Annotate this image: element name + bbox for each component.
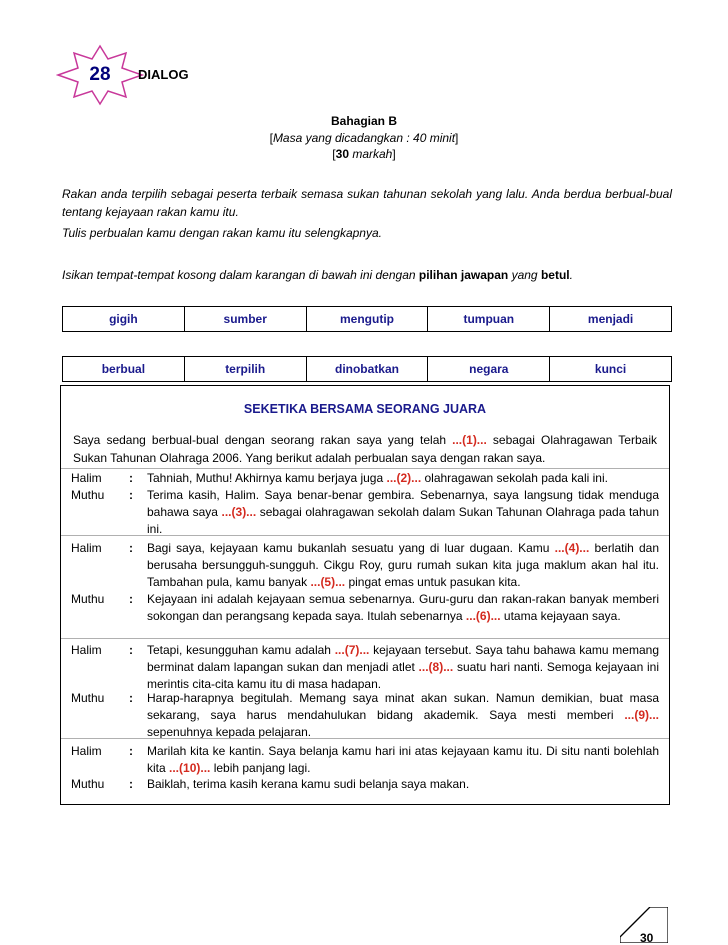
blank-9: ...(9)... bbox=[624, 708, 659, 722]
speaker: Halim bbox=[71, 541, 102, 555]
blank-7: ...(7)... bbox=[334, 643, 370, 657]
speaker: Halim bbox=[71, 744, 102, 758]
dialog-box: SEKETIKA BERSAMA SEORANG JUARA Saya sedang berbual-bual dengan seorang rakan saya yang telah ...(1)... sebagai Olahragawan Terbaik Sukan Tahunan Olahraga 2006. Yang berikut adalah perbualan saya dengan rakan saya. Halim : Tahniah, Muthu! Akhirnya kamu berjaya juga ...(2)... olahragawan sekolah pada kali ini. Muthu : Terima kasih, Halim. Saya benar-benar gembira. Sebenarnya, saya langsung tidak menduga bahawa saya ...(3)... sebagai olahragawan sekolah dalam Sukan Tahunan Olahraga pada tahun ini. Halim : Bagi saya, kejayaan kamu bukanlah sesuatu yang di luar dugaan. Kamu ...(4)... berlatih dan berusaha bersungguh-sungguh. Cikgu Roy, guru rumah sukan kita juga maklum akan hal itu. Tambahan pula, kamu banyak ...(5)... pingat emas untuk pasukan kita. Muthu : Kejayaan ini adalah kejayaan semua sebenarnya. Guru-guru dan rakan-rakan banyak memberi sokongan dan perangsang kepada saya. Itulah sebenarnya ...(6)... utama kejayaan saya. Halim : Tetapi, kesungguhan kamu adalah ...(7)... kejayaan tersebut. Saya tahu bahawa kamu memang berminat dalam lapangan sukan dan menjadi atlet ...(8)... suatu hari nanti. Semoga kejayaan ini merintis cita-cita kamu itu di masa hadapan. Muthu : Harap-harapnya begitulah. Memang saya minat akan sukan. Namun demikian, buat masa sekarang, saya harus mendahulukan bidang akademik. Saya mesti memberi ...(9)... sepenuhnya kepada pelajaran. Halim : Marilah kita ke kantin. Saya belanja kamu hari ini atas kejayaan kamu itu. Di situ nanti bolehlah kita ...(10)... lebih panjang lagi. Muthu : Baiklah, terima kasih kerana kamu sudi belanja saya makan. bbox=[60, 385, 670, 805]
line-text: Terima kasih, Halim. Saya benar-benar gembira. Sebenarnya, saya langsung tidak menduga bahawa saya ...(3)... sebagai olahragawan sekolah dalam Sukan Tahunan Olahraga pada tahun ini. bbox=[147, 488, 659, 536]
row-divider bbox=[61, 535, 669, 536]
speaker: Muthu bbox=[71, 691, 105, 705]
word-bank-row bbox=[63, 307, 672, 332]
part-title: Bahagian B bbox=[330, 114, 397, 128]
word-option: mengutip bbox=[306, 307, 428, 332]
speaker: Muthu bbox=[71, 592, 105, 606]
blank-2: ...(2)... bbox=[386, 471, 422, 485]
blank-3: ...(3)... bbox=[221, 505, 257, 519]
row-divider bbox=[61, 738, 669, 739]
line-text: Baiklah, terima kasih kerana kamu sudi belanja saya makan. bbox=[147, 777, 470, 791]
instruction-task: Tulis perbualan kamu dengan rakan kamu itu selengkapnya. bbox=[62, 226, 382, 240]
word-option: tumpuan bbox=[428, 307, 550, 332]
chapter-badge bbox=[56, 44, 144, 106]
word-option: negara bbox=[428, 357, 550, 382]
blank-5: ...(5)... bbox=[310, 575, 346, 589]
line-text: Tetapi, kesungguhan kamu adalah ...(7)... kejayaan tersebut. Saya tahu bahawa kamu memang berminat dalam lapangan sukan dan menjadi atlet ...(8)... suatu hari nanti. Semoga kejayaan ini merintis cita-cita kamu itu di masa hadapan. bbox=[147, 643, 659, 691]
dialog-title: SEKETIKA BERSAMA SEORANG JUARA bbox=[243, 402, 487, 416]
page-number: 30 bbox=[640, 931, 654, 945]
word-option: dinobatkan bbox=[306, 357, 428, 382]
word-option: terpilih bbox=[184, 357, 306, 382]
blank-1: ...(1)... bbox=[452, 433, 487, 447]
row-divider bbox=[61, 638, 669, 639]
word-option: menjadi bbox=[550, 307, 672, 332]
row-divider bbox=[61, 468, 669, 469]
speaker: Muthu bbox=[71, 777, 105, 791]
word-option: sumber bbox=[184, 307, 306, 332]
line-text: Bagi saya, kejayaan kamu bukanlah sesuatu yang di luar dugaan. Kamu ...(4)... berlatih dan berusaha bersungguh-sungguh. Cikgu Roy, guru rumah sukan kita juga maklum akan hal itu. Tambahan pula, kamu banyak ...(5)... pingat emas untuk pasukan kita. bbox=[147, 541, 660, 589]
word-bank bbox=[62, 306, 672, 382]
dialog-intro: Saya sedang berbual-bual dengan seorang rakan saya yang telah ...(1)... sebagai Olahragawan Terbaik Sukan Tahunan Olahraga 2006. Yang berikut adalah perbualan saya dengan rakan saya. bbox=[73, 433, 657, 465]
blank-8: ...(8)... bbox=[418, 660, 454, 674]
word-option: gigih bbox=[63, 307, 185, 332]
blank-10: ...(10)... bbox=[169, 761, 211, 775]
word-option: kunci bbox=[550, 357, 672, 382]
section-title: DIALOG bbox=[138, 67, 189, 82]
blank-4: ...(4)... bbox=[554, 541, 590, 555]
speaker: Halim bbox=[71, 643, 102, 657]
line-text: Tahniah, Muthu! Akhirnya kamu berjaya juga ...(2)... olahragawan sekolah pada kali ini. bbox=[147, 471, 608, 485]
instruction-fill: Isikan tempat-tempat kosong dalam karangan di bawah ini dengan pilihan jawapan yang betul. bbox=[62, 268, 573, 282]
word-bank-row bbox=[63, 357, 672, 382]
line-text: Marilah kita ke kantin. Saya belanja kamu hari ini atas kejayaan kamu itu. Di situ nanti bolehlah kita ...(10)... lebih panjang lagi. bbox=[147, 744, 659, 775]
time-suggestion: [Masa yang dicadangkan : 40 minit] bbox=[269, 131, 459, 145]
instruction-scenario: Rakan anda terpilih sebagai peserta terbaik semasa sukan tahunan sekolah yang lalu. Anda berdua berbual-bual tentang kejayaan rakan kamu itu. bbox=[62, 187, 672, 219]
line-text: Harap-harapnya begitulah. Memang saya minat akan sukan. Namun demikian, buat masa sekarang, saya harus mendahulukan bidang akademik. Saya mesti memberi ...(9)... sepenuhnya kepada pelajaran. bbox=[147, 691, 659, 739]
chapter-number: 28 bbox=[89, 64, 111, 85]
speaker: Halim bbox=[71, 471, 102, 485]
speaker: Muthu bbox=[71, 488, 105, 502]
marks: [30 markah] bbox=[332, 147, 396, 161]
page-number-corner bbox=[620, 907, 668, 943]
blank-6: ...(6)... bbox=[465, 609, 501, 623]
word-option: berbual bbox=[63, 357, 185, 382]
line-text: Kejayaan ini adalah kejayaan semua sebenarnya. Guru-guru dan rakan-rakan banyak memberi sokongan dan perangsang kepada saya. Itulah sebenarnya ...(6)... utama kejayaan saya. bbox=[147, 592, 659, 623]
